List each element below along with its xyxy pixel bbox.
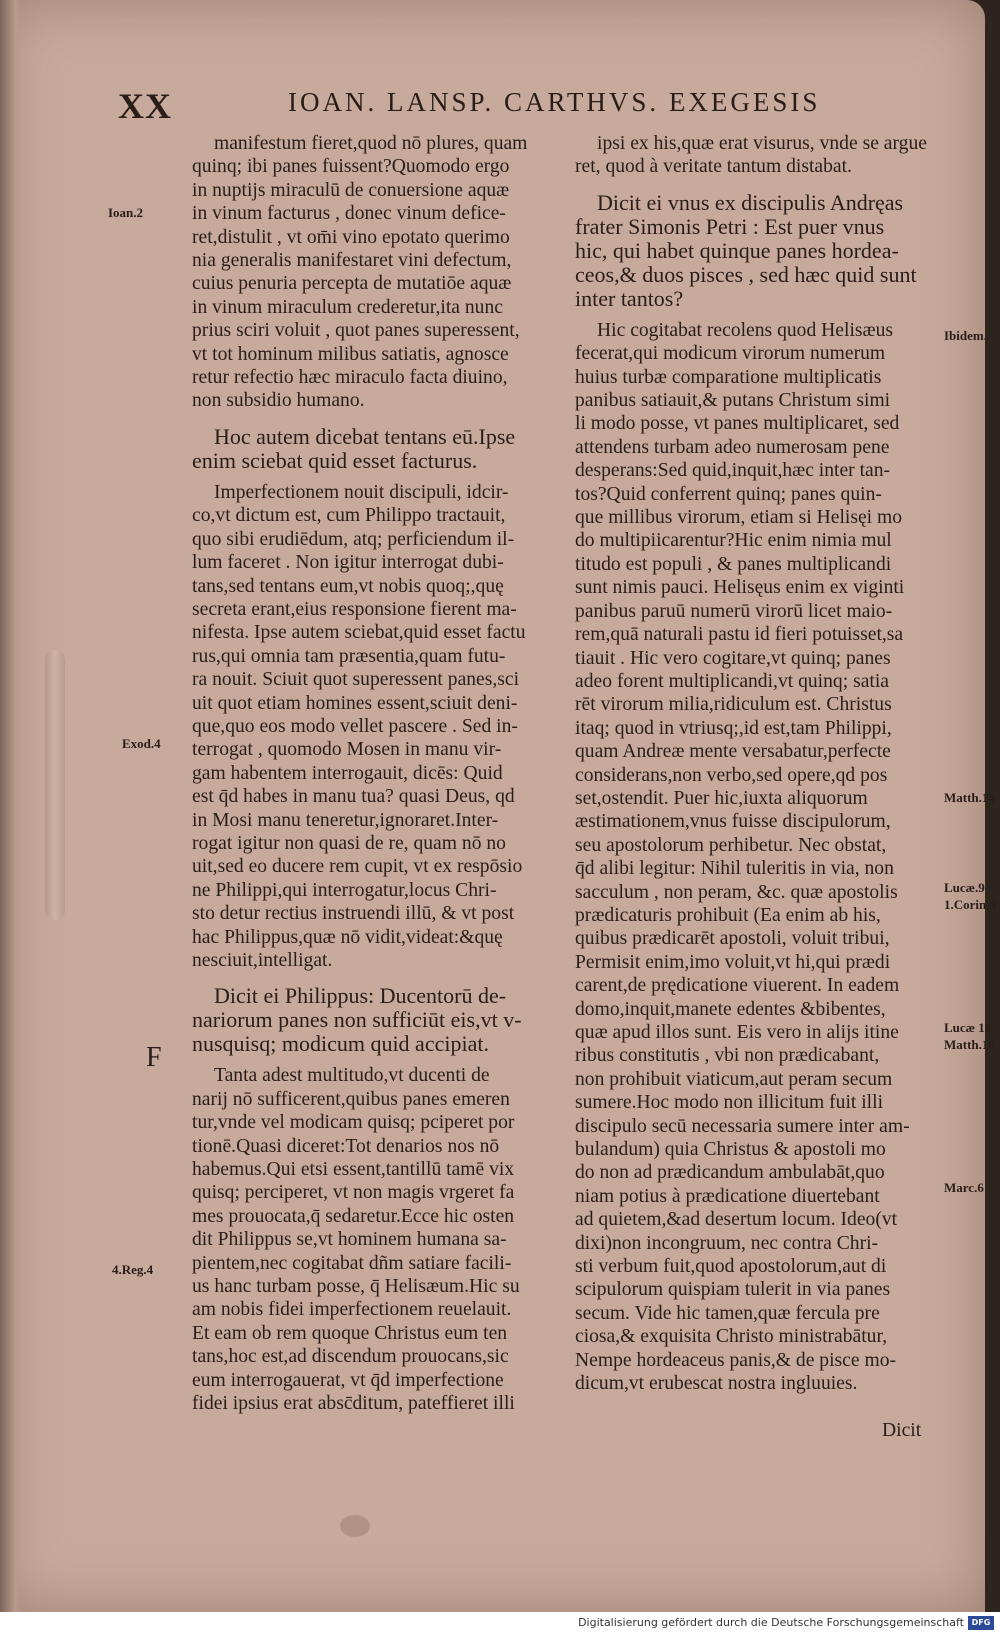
text-line: attendens turbam adeo numerosam pene — [575, 436, 890, 458]
text-line: nariorum panes non sufficiūt eis,vt v- — [192, 1008, 522, 1033]
text-line: æstimationem,vnus fuisse discipulorum, — [575, 811, 891, 833]
left-text-column — [192, 132, 552, 1416]
marginal-note-matth: Matth.14 — [944, 790, 995, 805]
commentary-paragraph — [192, 1064, 552, 1415]
text-line: set,ostendit. Puer hic,iuxta aliquorum — [575, 787, 868, 809]
dfg-logo-icon: DFG — [968, 1616, 994, 1630]
text-line: dit Philippus se,vt hominem humana sa- — [192, 1229, 507, 1251]
text-line: habemus.Qui etsi essent,tantillū tamē vix — [192, 1159, 515, 1181]
text-line: do non ad prædicandum ambulabāt,quo — [575, 1162, 885, 1184]
text-line: seu apostolorum perhibetur. Nec obstat, — [575, 834, 887, 856]
text-line: uit quot etiam homines essent,sciuit deni- — [192, 692, 518, 714]
text-line: rogat igitur non quasi de re, quam nō no — [192, 832, 506, 854]
block-spacer — [575, 311, 940, 319]
text-line: retur refectio hæc miraculo facta diuino, — [192, 367, 508, 389]
text-line: non prohibuit viaticum,aut peram secum — [575, 1068, 893, 1090]
ink-smudge — [340, 1515, 370, 1537]
text-line: sumere.Hoc modo non illicitum fuit illi — [575, 1092, 884, 1114]
text-line: am nobis fidei imperfectionem reuelauit. — [192, 1299, 512, 1321]
marginal-note-ibidem: Ibidem. — [944, 328, 987, 343]
marginal-note-cor: 1.Corin.9 — [944, 897, 996, 912]
text-line: nifesta. Ipse autem sciebat,quid esset factu — [192, 622, 526, 644]
text-line: tur,vnde vel modicam quisq; pciperet por — [192, 1112, 515, 1134]
text-line: que,quo eos modo vellet pascere . Sed in- — [192, 715, 518, 737]
text-line: Permisit enim,imo voluit,vt hi,qui prædi — [575, 951, 891, 973]
text-line: ciosa,& exquisita Christo ministrabātur, — [575, 1326, 888, 1348]
lemma-paragraph — [575, 191, 940, 311]
text-line: tos?Quid conferrent quinq; panes quin- — [575, 483, 882, 505]
text-line: ret,distulit , vt om̄i vino epotato querimo — [192, 226, 510, 248]
text-line: mes prouocata,q̄ sedaretur.Ecce hic osten — [192, 1205, 515, 1227]
text-line: quibus prædicarēt apostoli, voluit tribui, — [575, 928, 890, 950]
marginal-note-reg: 4.Reg.4 — [112, 1262, 154, 1277]
text-line: sto detur rectius instruendi illū, & vt post — [192, 903, 515, 925]
text-line: Imperfectionem nouit discipuli, idcir- — [214, 481, 509, 503]
text-line: quisq; perciperet, vt non magis vrgeret fa — [192, 1182, 515, 1204]
text-line: Et eam ob rem quoque Christus eum ten — [192, 1322, 508, 1344]
block-spacer — [192, 473, 552, 481]
text-line: bulandum) quia Christus & apostoli mo — [575, 1139, 886, 1161]
commentary-paragraph — [192, 481, 552, 973]
folio-number: XX — [118, 86, 172, 126]
text-line: Nempe hordeaceus panis,& de pisce mo- — [575, 1349, 897, 1371]
catchword: Dicit — [882, 1420, 922, 1441]
marginal-note-exod: Exod.4 — [122, 736, 161, 751]
text-line: ribus constitutis , vbi non prædicabant, — [575, 1045, 880, 1067]
text-line: ceos,& duos pisces , sed hæc quid sunt — [575, 262, 917, 287]
text-line: ret, quod à veritate tantum distabat. — [575, 156, 852, 178]
block-spacer — [575, 179, 940, 191]
text-line: est q̄d habes in manu tua? quasi Deus, qd — [192, 786, 515, 808]
text-line: considerans,non verbo,sed opere,qd pos — [575, 764, 888, 786]
text-line: ad quietem,&ad desertum locum. Ideo(vt — [575, 1209, 898, 1231]
text-line: dicum,vt erubescat nostra ingluuies. — [575, 1373, 858, 1395]
text-line: co,vt dictum est, cum Philippo tractauit, — [192, 505, 506, 527]
text-line: prius sciri voluit , quot panes superessent, — [192, 320, 520, 342]
marginal-note-ioan: Ioan.2 — [108, 205, 144, 220]
text-line: panibus paruū numerū virorū licet maio- — [575, 600, 893, 622]
text-line: dixi)non incongruum, nec contra Chri- — [575, 1232, 879, 1254]
text-line: manifestum fieret,quod nō plures, quam — [214, 133, 528, 154]
text-line: tans,sed tentans eum,vt nobis quoq;,quę — [192, 575, 504, 597]
lemma-paragraph — [192, 984, 552, 1056]
commentary-paragraph — [575, 319, 940, 1396]
text-line: hac Philippus,quæ nō vidit,videat:&quę — [192, 926, 503, 948]
text-line: vt tot hominum milibus satiatis, agnosce — [192, 343, 509, 365]
block-spacer — [192, 413, 552, 425]
text-line: nia generalis manifestaret vini defectum, — [192, 250, 512, 272]
digitization-footer — [0, 1612, 1000, 1635]
text-line: rem,quā naturali pastu id fieri potuisset,sa — [575, 624, 904, 646]
text-line: enim sciebat quid esset facturus. — [192, 448, 478, 473]
footer-credit: Digitalisierung gefördert durch die Deutsche Forschungsgemeinschaft — [578, 1616, 964, 1629]
text-line: eum interrogauerat, vt q̄d imperfectione — [192, 1369, 504, 1391]
text-line: ipsi ex his,quæ erat visurus, vnde se argue — [597, 133, 927, 154]
text-line: in nuptijs miraculū de conuersione aquæ — [192, 179, 510, 201]
text-line: do multipiicarentur?Hic enim nimia mul — [575, 530, 892, 552]
text-line: niam potius à prædicatione diuertebant — [575, 1185, 880, 1207]
text-line: ra nouit. Sciuit quot superessent panes,sci — [192, 669, 520, 691]
text-line: rēt virorum milia,ridiculum est. Christus — [575, 694, 892, 716]
text-line: adeo forent multiplicandi,vt quinq; satia — [575, 670, 889, 692]
text-line: prædicaturis prohibuit (Ea enim ab his, — [575, 904, 881, 926]
text-line: gam habentem interrogauit, dicēs: Quid — [192, 762, 503, 784]
gutter-shadow — [0, 0, 22, 1612]
text-line: Dicit ei vnus ex discipulis Andręas — [597, 190, 904, 215]
text-line: pientem,nec cogitabat dñm satiare facili- — [192, 1252, 512, 1274]
text-line: itaq; quod in vtriusq;,id est,tam Philippi, — [575, 717, 892, 739]
text-line: huius turbæ comparatione multiplicatis — [575, 366, 882, 388]
text-line: sacculum , non peram, &c. quæ apostolis — [575, 881, 898, 903]
block-spacer — [192, 1056, 552, 1064]
page-header — [118, 85, 938, 125]
text-line: discipulo secū necessaria sumere inter am- — [575, 1115, 910, 1137]
marginal-note-luc-2: Lucæ 10 — [944, 1020, 992, 1035]
commentary-paragraph — [192, 132, 552, 413]
text-line: lum faceret . Non igitur interrogat dubi- — [192, 552, 504, 574]
text-line: tionē.Quasi diceret:Tot denarios nos nō — [192, 1135, 500, 1157]
text-line: us hanc turbam posse, q̄ Helisæum.Hic su — [192, 1276, 520, 1298]
text-line: secum. Vide hic tamen,quæ fercula pre — [575, 1302, 880, 1324]
text-line: Hoc autem dicebat tentans eū.Ipse — [214, 424, 516, 449]
running-title: IOAN. LANSP. CARTHVS. EXEGESIS — [288, 87, 821, 117]
text-line: non subsidio humano. — [192, 390, 365, 412]
text-line: tans,hoc est,ad discendum prouocans,sic — [192, 1346, 509, 1368]
text-line: rus,qui omnia tam præsentia,quam futu- — [192, 645, 506, 667]
marginal-note-matth-2: Matth.10 — [944, 1037, 995, 1052]
text-line: secreta erant,eius responsione fierent ma- — [192, 598, 517, 620]
lemma-paragraph — [192, 425, 552, 473]
text-line: quo sibi erudiēdum, atq; perficiendum il- — [192, 528, 515, 550]
text-line: domo,inquit,manete edentes &bibentes, — [575, 998, 886, 1020]
page-fold-mark — [45, 650, 65, 920]
text-line: Hic cogitabat recolens quod Helisæus — [597, 319, 894, 341]
text-line: q̄d alibi legitur: Nihil tuleritis in via, non — [575, 858, 894, 880]
text-line: scipulorum quispiam tulerit in via panes — [575, 1279, 891, 1301]
text-line: fecerat,qui modicum virorum numerum — [575, 343, 886, 365]
text-line: hic, qui habet quinque panes hordea- — [575, 238, 899, 263]
text-line: carent,de prędicatione viuerent. In eadem — [575, 975, 900, 997]
text-line: nesciuit,intelligat. — [192, 950, 333, 971]
text-line: tiauit . Hic vero cogitare,vt quinq; panes — [575, 647, 891, 669]
text-line: titudo est populi , & panes multiplicandi — [575, 553, 892, 575]
text-line: panibus satiauit,& putans Christum simi — [575, 390, 891, 412]
text-line: nusquisq; modicum quid accipiat. — [192, 1032, 489, 1057]
text-line: in Mosi manu teneretur,ignoraret.Inter- — [192, 809, 499, 831]
text-line: terrogat , quomodo Mosen in manu vir- — [192, 739, 502, 761]
text-line: quinq; ibi panes fuissent?Quomodo ergo — [192, 156, 510, 178]
text-line: inter tantos? — [575, 286, 684, 311]
text-line: Tanta adest multitudo,vt ducenti de — [214, 1065, 490, 1087]
right-text-column — [575, 132, 940, 1396]
text-line: in vinum miraculum crederetur,ita nunc — [192, 296, 503, 318]
text-line: ne Philippi,qui interrogatur,locus Chri- — [192, 879, 497, 901]
marginal-note-marc: Marc.6 — [944, 1180, 984, 1195]
text-line: uit,sed eo ducere rem cupit, vt ex respōsio — [192, 856, 523, 878]
block-spacer — [192, 972, 552, 984]
text-line: frater Simonis Petri : Est puer vnus — [575, 214, 885, 239]
text-line: desperans:Sed quid,inquit,hæc inter tan- — [575, 460, 891, 482]
text-line: in vinum facturus , donec vinum defice- — [192, 203, 506, 225]
text-line: sti verbum fuit,quod apostolorum,aut di — [575, 1256, 887, 1278]
text-line: que millibus virorum, etiam si Helisęi mo — [575, 507, 903, 529]
text-line: cuius penuria percepta de mutatiōe aquæ — [192, 273, 512, 295]
text-line: sunt nimis pauci. Helisęus enim ex viginti — [575, 577, 905, 599]
text-line: quæ apud illos sunt. Eis vero in alijs itine — [575, 1022, 899, 1043]
text-line: fidei ipsius erat absc̄ditum, pateffieret illi — [192, 1393, 515, 1415]
text-line: Dicit ei Philippus: Ducentorū de- — [214, 984, 507, 1009]
text-line: li modo posse, vt panes multiplicaret, sed — [575, 413, 900, 435]
marginal-note-luc-1: Lucæ.9 — [944, 880, 985, 895]
commentary-paragraph — [575, 132, 940, 179]
signature-letter: F — [146, 1042, 162, 1073]
text-line: narij nō sufficerent,quibus panes emeren — [192, 1088, 510, 1110]
text-line: quam Andreæ mente versabatur,perfecte — [575, 741, 891, 763]
